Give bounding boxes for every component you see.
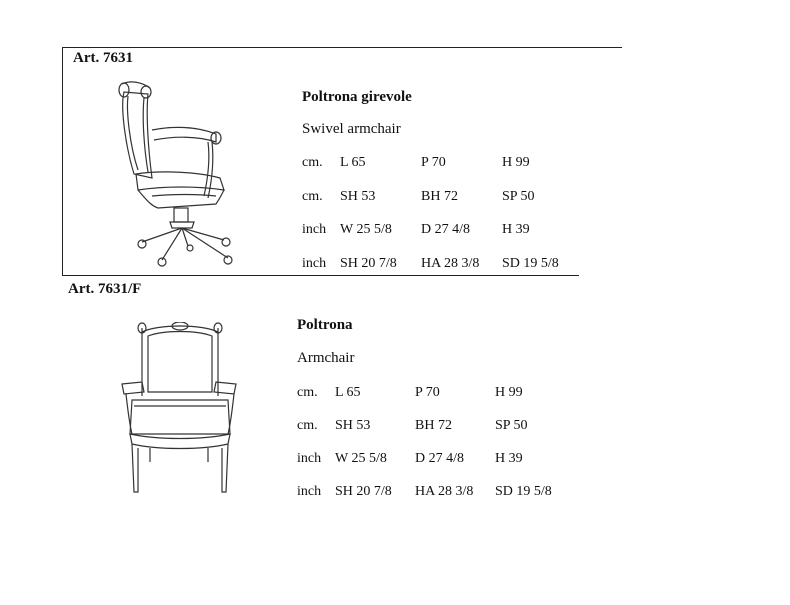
product-subtitle: Swivel armchair [302,121,401,137]
spec-value-b: P 70 [421,155,446,170]
product-code: Art. 7631/F [68,281,142,297]
spec-value-a: W 25 5/8 [335,451,387,466]
spec-unit: inch [302,222,327,237]
spec-value-a: L 65 [335,385,361,400]
spec-value-c: SP 50 [502,189,535,204]
spec-value-a: SH 20 7/8 [340,256,397,271]
product-code: Art. 7631 [73,50,133,66]
product-title: Poltrona [297,317,353,333]
spec-unit: inch [297,451,322,466]
spec-value-c: SP 50 [495,418,528,433]
armchair-drawing-icon [118,322,242,500]
spec-unit: inch [297,484,322,499]
spec-value-b: BH 72 [415,418,452,433]
spec-value-b: HA 28 3/8 [421,256,480,271]
spec-value-b: BH 72 [421,189,458,204]
spec-value-b: HA 28 3/8 [415,484,474,499]
spec-unit: cm. [302,155,323,170]
left-rule [62,47,63,275]
spec-unit: cm. [302,189,323,204]
spec-value-c: SD 19 5/8 [495,484,552,499]
spec-unit: inch [302,256,327,271]
spec-value-c: H 99 [495,385,523,400]
product-title: Poltrona girevole [302,89,412,105]
spec-value-b: P 70 [415,385,440,400]
product-subtitle: Armchair [297,350,355,366]
spec-unit: cm. [297,385,318,400]
spec-value-b: D 27 4/8 [415,451,464,466]
spec-value-a: SH 53 [340,189,376,204]
top-rule [62,47,622,48]
spec-value-a: SH 20 7/8 [335,484,392,499]
spec-value-a: W 25 5/8 [340,222,392,237]
spec-value-a: L 65 [340,155,366,170]
spec-value-c: H 39 [495,451,523,466]
section-divider [62,275,579,276]
spec-value-c: SD 19 5/8 [502,256,559,271]
spec-value-c: H 99 [502,155,530,170]
spec-unit: cm. [297,418,318,433]
spec-value-a: SH 53 [335,418,371,433]
swivel-armchair-drawing-icon [112,78,252,268]
spec-value-b: D 27 4/8 [421,222,470,237]
spec-value-c: H 39 [502,222,530,237]
